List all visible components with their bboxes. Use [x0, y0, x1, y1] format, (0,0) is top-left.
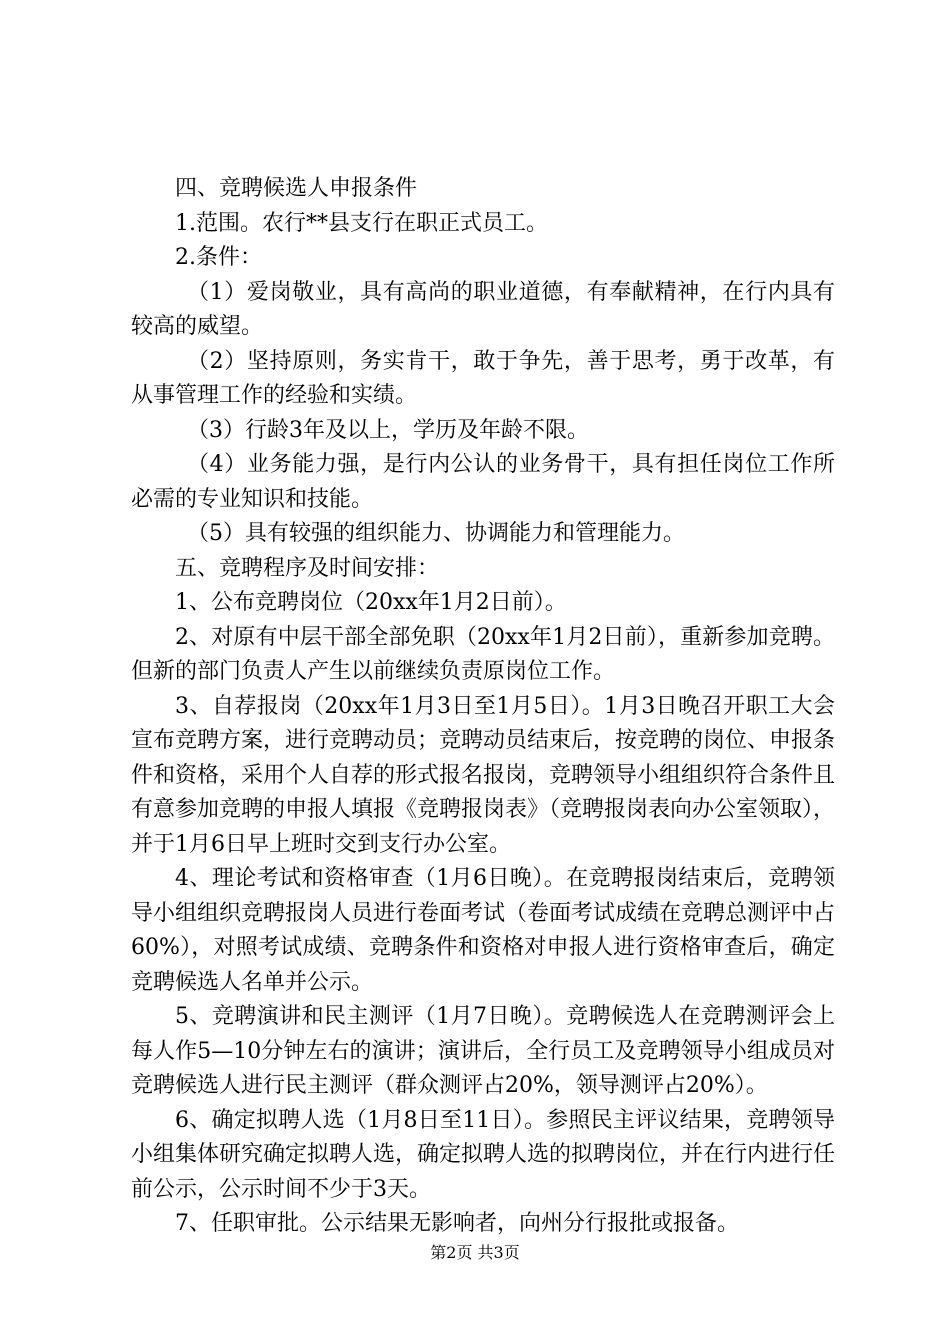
condition-item-5: （5）具有较强的组织能力、协调能力和管理能力。 [187, 521, 685, 546]
paragraph-scope: 1.范围。农行**县支行在职正式员工。 [175, 210, 548, 236]
procedure-step-2: 2、对原有中层干部全部免职（20xx年1月2日前），重新参加竞聘。但新的部门负责人产生以前继续负责原岗位工作。 [131, 624, 835, 684]
section-heading-5: 五、竞聘程序及时间安排： [175, 555, 440, 581]
procedure-step-4: 4、理论考试和资格审查（1月6日晚）。在竞聘报岗结束后，竞聘领导小组组织竞聘报岗人员进行卷面考试（卷面考试成绩在竞聘总测评中占60%），对照考试成绩、竞聘条件和资格对申报人进行资格审查后，确定竞聘候选人名单并公示。 [131, 866, 836, 995]
document-body [131, 172, 835, 1242]
page-number-footer: 第2页 共3页 [430, 1243, 520, 1262]
condition-item-1: （1）爱岗敬业，具有高尚的职业道德，有奉献精神，在行内具有较高的威望。 [131, 279, 835, 339]
procedure-step-6: 6、确定拟聘人选（1月8日至11日）。参照民主评议结果，竞聘领导小组集体研究确定拟聘人选，确定拟聘人选的拟聘岗位，并在行内进行任前公示，公示时间不少于3天。 [131, 1107, 836, 1202]
procedure-step-7: 7、任职审批。公示结果无影响者，向州分行报批或报备。 [175, 1211, 739, 1236]
procedure-step-1: 1、公布竞聘岗位（20xx年1月2日前）。 [175, 590, 567, 615]
procedure-step-3: 3、自荐报岗（20xx年1月3日至1月5日）。1月3日晚召开职工大会宣布竞聘方案，进行竞聘动员；竞聘动员结束后，按竞聘的岗位、申报条件和资格，采用个人自荐的形式报名报岗，竞聘领导小组组织符合条件且有意参加竞聘的申报人填报《竞聘报岗表》（竞聘报岗表向办公室领取），并于1月6日早上班时交到支行办公室。 [131, 693, 836, 857]
procedure-step-5: 5、竞聘演讲和民主测评（1月7日晚）。竞聘候选人在竞聘测评会上每人作5—10分钟左右的演讲；演讲后，全行员工及竞聘领导小组成员对竞聘候选人进行民主测评（群众测评占20%，领导测评占20%）。 [131, 1004, 835, 1098]
section-heading-4: 四、竞聘候选人申报条件 [175, 176, 418, 201]
condition-item-4: （4）业务能力强，是行内公认的业务骨干，具有担任岗位工作所必需的专业知识和技能。 [131, 452, 835, 512]
condition-item-3: （3）行龄3年及以上，学历及年龄不限。 [187, 417, 589, 443]
condition-item-2: （2）坚持原则，务实肯干，敢于争先，善于思考，勇于改革，有从事管理工作的经验和实绩。 [131, 348, 835, 408]
paragraph-conditions: 2.条件： [175, 245, 262, 270]
